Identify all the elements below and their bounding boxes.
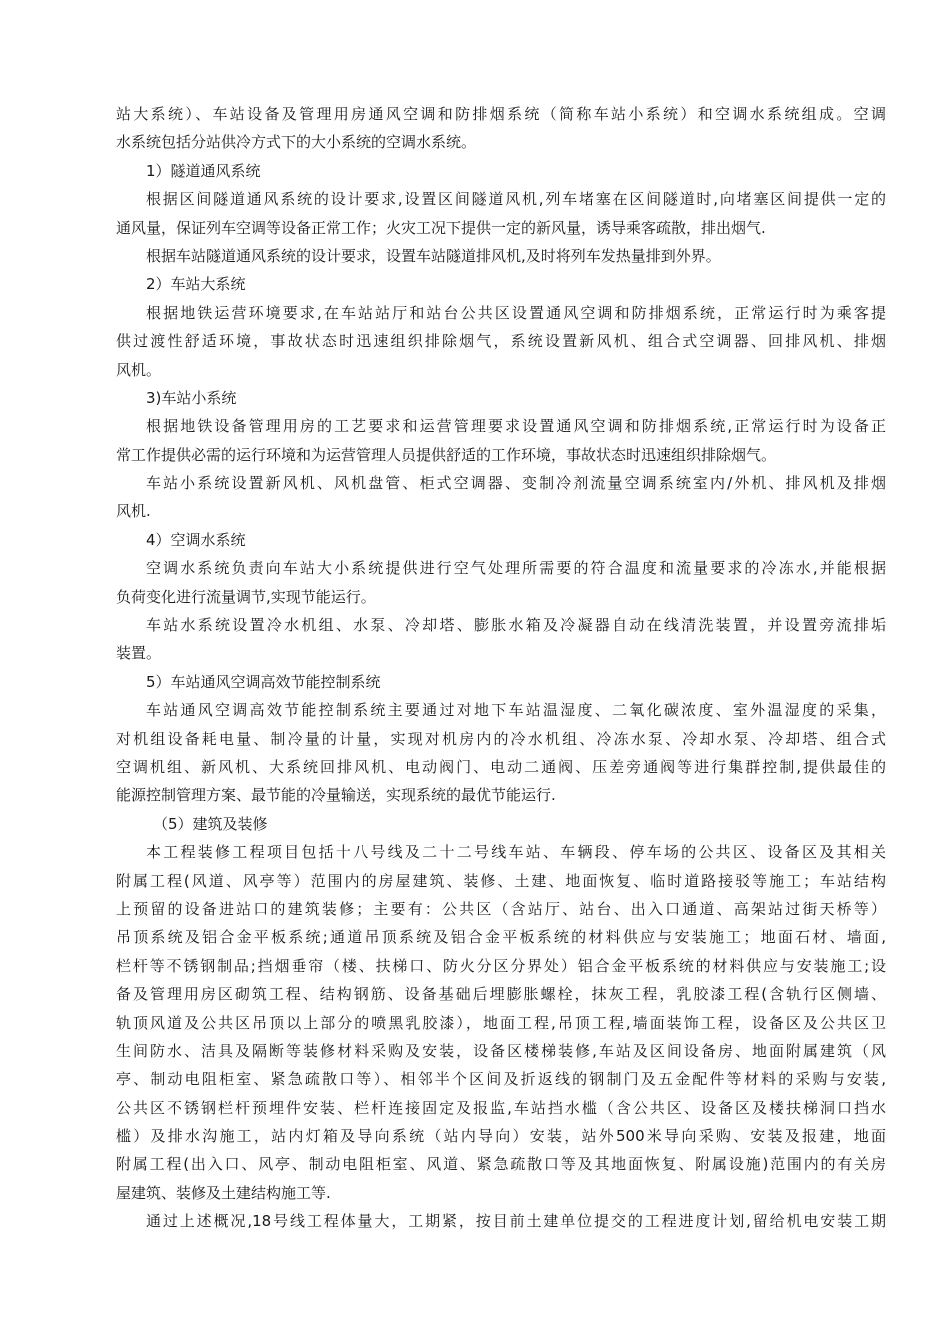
text-line: 轨顶风道及公共区吊顶以上部分的喷黑乳胶漆），地面工程,吊顶工程,墙面装饰工程，设备区及公共区卫 [116, 1013, 886, 1032]
text-line: 供过渡性舒适环境，事故状态时迅速组织排除烟气，系统设置新风机、组合式空调器、回排风机、排烟 [116, 332, 886, 351]
text-line: 装置。 [116, 644, 162, 663]
text-line: 根据地铁运营环境要求,在车站站厅和站台公共区设置通风空调和防排烟系统，正常运行时为乘客提 [146, 303, 886, 322]
text-line: 吊顶系统及铝合金平板系统;通道吊顶系统及铝合金平板系统的材料供应与安装施工；地面石材、墙面, [116, 928, 886, 947]
text-line: 附属工程(出入口、风亭、制动电阻柜室、风道、紧急疏散口等及其地面恢复、附属设施)范围内的有关房 [116, 1155, 886, 1174]
text-line: 常工作提供必需的运行环境和为运营管理人员提供舒适的工作环境，事故状态时迅速组织排除烟气。 [116, 445, 777, 464]
text-line: 风机。 [116, 360, 162, 379]
text-line: 根据车站隧道通风系统的设计要求，设置车站隧道排风机,及时将列车发热量排到外界。 [146, 246, 721, 265]
text-line: 上预留的设备进站口的建筑装修；主要有：公共区（含站厅、站台、出入口通道、高架站过街天桥等） [116, 899, 886, 918]
section-heading: （5）建筑及装修 [153, 814, 268, 833]
section-heading: 3)车站小系统 [146, 388, 237, 407]
text-line: 空调水系统负责向车站大小系统提供进行空气处理所需要的符合温度和流量要求的冷冻水,并能根据 [146, 559, 886, 578]
text-line: 槛）及排水沟施工，站内灯箱及导向系统（站内导向）安装，站外500米导向采购、安装及报建，地面 [116, 1127, 886, 1146]
document-page [116, 100, 886, 1236]
text-line: 附属工程(风道、风亭等）范围内的房屋建筑、装修、土建、地面恢复、临时道路接驳等施工；车站结构 [116, 871, 886, 890]
text-line: 负荷变化进行流量调节,实现节能运行。 [116, 587, 376, 606]
section-heading: 4）空调水系统 [146, 530, 246, 549]
text-line: 车站水系统设置冷水机组、水泵、冷却塔、膨胀水箱及冷凝器自动在线清洗装置，并设置旁流排垢 [146, 616, 886, 635]
text-line: 车站通风空调高效节能控制系统主要通过对地下车站温湿度、二氧化碳浓度、室外温湿度的采集， [146, 701, 886, 720]
text-line: 公共区不锈钢栏杆预埋件安装、栏杆连接固定及报监,车站挡水槛（含公共区、设备区及楼扶梯洞口挡水 [116, 1098, 886, 1117]
text-line: 备及管理用房区砌筑工程、结构钢筋、设备基础后埋膨胀螺栓，抹灰工程，乳胶漆工程(含轨行区侧墙、 [116, 985, 886, 1004]
text-line: 屋建筑、装修及土建结构施工等. [116, 1183, 331, 1202]
text-line: 车站小系统设置新风机、风机盘管、柜式空调器、变制冷剂流量空调系统室内/外机、排风机及排烟 [146, 474, 886, 493]
text-line: 栏杆等不锈钢制品;挡烟垂帘（楼、扶梯口、防火分区分界处）铝合金平板系统的材料供应与安装施工;设 [116, 956, 886, 975]
text-line: 空调机组、新风机、大系统回排风机、电动阀门、电动二通阀、压差旁通阀等进行集群控制,提供最佳的 [116, 757, 886, 776]
text-line: 能源控制管理方案、最节能的冷量输送，实现系统的最优节能运行. [116, 786, 556, 805]
text-line: 亭、制动电阻柜室、紧急疏散口等）、相邻半个区间及折返线的钢制门及五金配件等材料的采购与安装, [116, 1070, 886, 1089]
text-line: 通过上述概况,18号线工程体量大，工期紧，按目前土建单位提交的工程进度计划,留给机电安装工期 [146, 1212, 886, 1231]
text-line: 根据地铁设备管理用房的工艺要求和运营管理要求设置通风空调和防排烟系统,正常运行时为设备正 [146, 417, 886, 436]
text-line: 水系统包括分站供冷方式下的大小系统的空调水系统。 [116, 133, 477, 152]
text-line: 风机. [116, 502, 151, 521]
text-line: 对机组设备耗电量、制冷量的计量，实现对机房内的冷水机组、冷冻水泵、冷却水泵、冷却塔、组合式 [116, 729, 886, 748]
text-line: 本工程装修工程项目包括十八号线及二十二号线车站、车辆段、停车场的公共区、设备区及其相关 [146, 843, 886, 862]
text-line: 通风量，保证列车空调等设备正常工作；火灾工况下提供一定的新风量，诱导乘客疏散，排出烟气. [116, 218, 766, 237]
text-line: 站大系统）、车站设备及管理用房通风空调和防排烟系统（简称车站小系统）和空调水系统组成。空调 [116, 105, 886, 123]
section-heading: 2）车站大系统 [146, 275, 246, 294]
section-heading: 5）车站通风空调高效节能控制系统 [146, 672, 381, 691]
text-line: 根据区间隧道通风系统的设计要求,设置区间隧道风机,列车堵塞在区间隧道时,向堵塞区间提供一定的 [146, 190, 886, 209]
text-line: 生间防水、洁具及隔断等装修材料采购及安装，设备区楼梯装修,车站及区间设备房、地面附属建筑（风 [116, 1041, 886, 1060]
section-heading: 1）隧道通风系统 [146, 161, 261, 180]
